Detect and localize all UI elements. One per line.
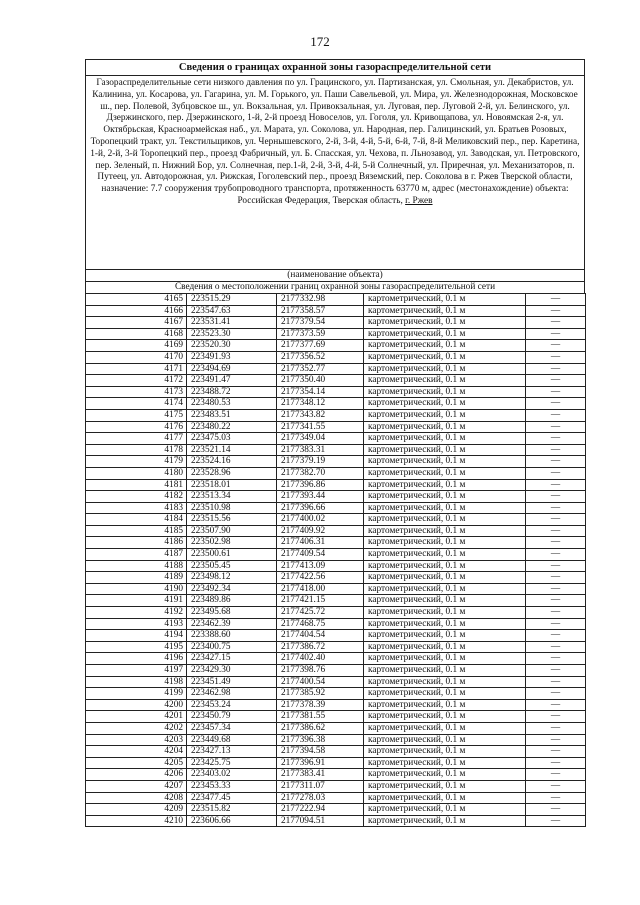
y-coordinate-cell: 2177421.15 bbox=[277, 595, 364, 607]
point-number-cell: 4181 bbox=[86, 479, 187, 491]
point-number-cell: 4201 bbox=[86, 711, 187, 723]
y-coordinate-cell: 2177409.54 bbox=[277, 549, 364, 561]
description-cell: — bbox=[526, 688, 586, 700]
point-number-cell: 4189 bbox=[86, 572, 187, 584]
x-coordinate-cell: 223451.49 bbox=[187, 676, 277, 688]
x-coordinate-cell: 223427.13 bbox=[187, 746, 277, 758]
point-number-cell: 4180 bbox=[86, 467, 187, 479]
y-coordinate-cell: 2177343.82 bbox=[277, 409, 364, 421]
table-row bbox=[86, 409, 586, 421]
x-coordinate-cell: 223547.63 bbox=[187, 305, 277, 317]
description-cell: — bbox=[526, 386, 586, 398]
x-coordinate-cell: 223453.24 bbox=[187, 699, 277, 711]
description-cell: — bbox=[526, 433, 586, 445]
y-coordinate-cell: 2177418.00 bbox=[277, 583, 364, 595]
y-coordinate-cell: 2177378.39 bbox=[277, 699, 364, 711]
table-row bbox=[86, 618, 586, 630]
point-number-cell: 4208 bbox=[86, 792, 187, 804]
description-cell: — bbox=[526, 467, 586, 479]
point-number-cell: 4192 bbox=[86, 607, 187, 619]
method-accuracy-cell: картометрический, 0.1 м bbox=[364, 699, 526, 711]
y-coordinate-cell: 2177385.92 bbox=[277, 688, 364, 700]
description-cell: — bbox=[526, 757, 586, 769]
x-coordinate-cell: 223492.34 bbox=[187, 583, 277, 595]
method-accuracy-cell: картометрический, 0.1 м bbox=[364, 804, 526, 816]
x-coordinate-cell: 223500.61 bbox=[187, 549, 277, 561]
table-row bbox=[86, 780, 586, 792]
point-number-cell: 4195 bbox=[86, 641, 187, 653]
y-coordinate-cell: 2177352.77 bbox=[277, 363, 364, 375]
y-coordinate-cell: 2177386.62 bbox=[277, 722, 364, 734]
x-coordinate-cell: 223531.41 bbox=[187, 317, 277, 329]
table-row bbox=[86, 688, 586, 700]
method-accuracy-cell: картометрический, 0.1 м bbox=[364, 479, 526, 491]
method-accuracy-cell: картометрический, 0.1 м bbox=[364, 351, 526, 363]
table-row bbox=[86, 351, 586, 363]
x-coordinate-cell: 223488.72 bbox=[187, 386, 277, 398]
point-number-cell: 4187 bbox=[86, 549, 187, 561]
method-accuracy-cell: картометрический, 0.1 м bbox=[364, 386, 526, 398]
description-cell: — bbox=[526, 456, 586, 468]
method-accuracy-cell: картометрический, 0.1 м bbox=[364, 537, 526, 549]
point-number-cell: 4186 bbox=[86, 537, 187, 549]
x-coordinate-cell: 223450.79 bbox=[187, 711, 277, 723]
description-cell: — bbox=[526, 537, 586, 549]
y-coordinate-cell: 2177406.31 bbox=[277, 537, 364, 549]
x-coordinate-cell: 223491.93 bbox=[187, 351, 277, 363]
x-coordinate-cell: 223449.68 bbox=[187, 734, 277, 746]
description-cell: — bbox=[526, 549, 586, 561]
method-accuracy-cell: картометрический, 0.1 м bbox=[364, 618, 526, 630]
method-accuracy-cell: картометрический, 0.1 м bbox=[364, 294, 526, 306]
description-cell: — bbox=[526, 294, 586, 306]
point-number-cell: 4167 bbox=[86, 317, 187, 329]
y-coordinate-cell: 2177377.69 bbox=[277, 340, 364, 352]
point-number-cell: 4182 bbox=[86, 491, 187, 503]
table-row bbox=[86, 792, 586, 804]
description-cell: — bbox=[526, 641, 586, 653]
x-coordinate-cell: 223507.90 bbox=[187, 525, 277, 537]
method-accuracy-cell: картометрический, 0.1 м bbox=[364, 444, 526, 456]
method-accuracy-cell: картометрический, 0.1 м bbox=[364, 375, 526, 387]
description-cell: — bbox=[526, 583, 586, 595]
x-coordinate-cell: 223457.34 bbox=[187, 722, 277, 734]
y-coordinate-cell: 2177222.94 bbox=[277, 804, 364, 816]
method-accuracy-cell: картометрический, 0.1 м bbox=[364, 722, 526, 734]
y-coordinate-cell: 2177425.72 bbox=[277, 607, 364, 619]
y-coordinate-cell: 2177404.54 bbox=[277, 630, 364, 642]
y-coordinate-cell: 2177400.02 bbox=[277, 514, 364, 526]
table-row bbox=[86, 502, 586, 514]
table-row bbox=[86, 537, 586, 549]
table-row bbox=[86, 456, 586, 468]
table-row bbox=[86, 525, 586, 537]
description-cell: — bbox=[526, 375, 586, 387]
table-row bbox=[86, 549, 586, 561]
description-cell: — bbox=[526, 722, 586, 734]
method-accuracy-cell: картометрический, 0.1 м bbox=[364, 688, 526, 700]
point-number-cell: 4176 bbox=[86, 421, 187, 433]
description-cell: — bbox=[526, 595, 586, 607]
method-accuracy-cell: картометрический, 0.1 м bbox=[364, 792, 526, 804]
y-coordinate-cell: 2177393.44 bbox=[277, 491, 364, 503]
object-description-tail: г. Ржев bbox=[405, 195, 433, 206]
description-cell: — bbox=[526, 479, 586, 491]
method-accuracy-cell: картометрический, 0.1 м bbox=[364, 502, 526, 514]
method-accuracy-cell: картометрический, 0.1 м bbox=[364, 305, 526, 317]
point-number-cell: 4206 bbox=[86, 769, 187, 781]
x-coordinate-cell: 223480.53 bbox=[187, 398, 277, 410]
x-coordinate-cell: 223489.86 bbox=[187, 595, 277, 607]
y-coordinate-cell: 2177468.75 bbox=[277, 618, 364, 630]
y-coordinate-cell: 2177311.07 bbox=[277, 780, 364, 792]
y-coordinate-cell: 2177356.52 bbox=[277, 351, 364, 363]
table-row bbox=[86, 804, 586, 816]
x-coordinate-cell: 223518.01 bbox=[187, 479, 277, 491]
method-accuracy-cell: картометрический, 0.1 м bbox=[364, 572, 526, 584]
method-accuracy-cell: картометрический, 0.1 м bbox=[364, 734, 526, 746]
x-coordinate-cell: 223480.22 bbox=[187, 421, 277, 433]
table-row bbox=[86, 491, 586, 503]
table-row bbox=[86, 328, 586, 340]
method-accuracy-cell: картометрический, 0.1 м bbox=[364, 514, 526, 526]
method-accuracy-cell: картометрический, 0.1 м bbox=[364, 409, 526, 421]
description-cell: — bbox=[526, 699, 586, 711]
table-row bbox=[86, 317, 586, 329]
document-table bbox=[85, 59, 585, 827]
method-accuracy-cell: картометрический, 0.1 м bbox=[364, 363, 526, 375]
x-coordinate-cell: 223425.75 bbox=[187, 757, 277, 769]
object-description bbox=[85, 75, 585, 269]
section-heading: Сведения о местоположении границ охранной зоны газораспределительной сети bbox=[85, 281, 585, 293]
method-accuracy-cell: картометрический, 0.1 м bbox=[364, 491, 526, 503]
table-row bbox=[86, 479, 586, 491]
x-coordinate-cell: 223403.02 bbox=[187, 769, 277, 781]
y-coordinate-cell: 2177379.54 bbox=[277, 317, 364, 329]
point-number-cell: 4197 bbox=[86, 665, 187, 677]
y-coordinate-cell: 2177373.59 bbox=[277, 328, 364, 340]
x-coordinate-cell: 223429.30 bbox=[187, 665, 277, 677]
x-coordinate-cell: 223510.98 bbox=[187, 502, 277, 514]
x-coordinate-cell: 223515.82 bbox=[187, 804, 277, 816]
description-cell: — bbox=[526, 711, 586, 723]
table-row bbox=[86, 757, 586, 769]
point-number-cell: 4179 bbox=[86, 456, 187, 468]
description-cell: — bbox=[526, 491, 586, 503]
table-row bbox=[86, 676, 586, 688]
description-cell: — bbox=[526, 409, 586, 421]
y-coordinate-cell: 2177400.54 bbox=[277, 676, 364, 688]
y-coordinate-cell: 2177383.31 bbox=[277, 444, 364, 456]
x-coordinate-cell: 223515.56 bbox=[187, 514, 277, 526]
table-row bbox=[86, 734, 586, 746]
point-number-cell: 4175 bbox=[86, 409, 187, 421]
description-cell: — bbox=[526, 560, 586, 572]
description-cell: — bbox=[526, 328, 586, 340]
table-row bbox=[86, 583, 586, 595]
x-coordinate-cell: 223400.75 bbox=[187, 641, 277, 653]
table-row bbox=[86, 769, 586, 781]
point-number-cell: 4191 bbox=[86, 595, 187, 607]
y-coordinate-cell: 2177332.98 bbox=[277, 294, 364, 306]
description-cell: — bbox=[526, 734, 586, 746]
y-coordinate-cell: 2177094.51 bbox=[277, 815, 364, 827]
method-accuracy-cell: картометрический, 0.1 м bbox=[364, 630, 526, 642]
description-cell: — bbox=[526, 815, 586, 827]
description-cell: — bbox=[526, 421, 586, 433]
method-accuracy-cell: картометрический, 0.1 м bbox=[364, 328, 526, 340]
method-accuracy-cell: картометрический, 0.1 м bbox=[364, 595, 526, 607]
description-cell: — bbox=[526, 363, 586, 375]
point-number-cell: 4196 bbox=[86, 653, 187, 665]
description-cell: — bbox=[526, 792, 586, 804]
x-coordinate-cell: 223494.69 bbox=[187, 363, 277, 375]
description-cell: — bbox=[526, 780, 586, 792]
table-row bbox=[86, 467, 586, 479]
x-coordinate-cell: 223606.66 bbox=[187, 815, 277, 827]
y-coordinate-cell: 2177278.03 bbox=[277, 792, 364, 804]
point-number-cell: 4188 bbox=[86, 560, 187, 572]
point-number-cell: 4178 bbox=[86, 444, 187, 456]
method-accuracy-cell: картометрический, 0.1 м bbox=[364, 583, 526, 595]
description-cell: — bbox=[526, 630, 586, 642]
point-number-cell: 4204 bbox=[86, 746, 187, 758]
method-accuracy-cell: картометрический, 0.1 м bbox=[364, 549, 526, 561]
x-coordinate-cell: 223502.98 bbox=[187, 537, 277, 549]
description-cell: — bbox=[526, 653, 586, 665]
table-row bbox=[86, 398, 586, 410]
x-coordinate-cell: 223520.30 bbox=[187, 340, 277, 352]
method-accuracy-cell: картометрический, 0.1 м bbox=[364, 757, 526, 769]
point-number-cell: 4198 bbox=[86, 676, 187, 688]
coordinates-table bbox=[85, 293, 586, 827]
table-row bbox=[86, 305, 586, 317]
method-accuracy-cell: картометрический, 0.1 м bbox=[364, 398, 526, 410]
y-coordinate-cell: 2177381.55 bbox=[277, 711, 364, 723]
description-cell: — bbox=[526, 769, 586, 781]
object-name-caption: (наименование объекта) bbox=[85, 269, 585, 281]
y-coordinate-cell: 2177409.92 bbox=[277, 525, 364, 537]
table-row bbox=[86, 375, 586, 387]
x-coordinate-cell: 223521.14 bbox=[187, 444, 277, 456]
point-number-cell: 4165 bbox=[86, 294, 187, 306]
x-coordinate-cell: 223528.96 bbox=[187, 467, 277, 479]
point-number-cell: 4190 bbox=[86, 583, 187, 595]
method-accuracy-cell: картометрический, 0.1 м bbox=[364, 676, 526, 688]
description-cell: — bbox=[526, 572, 586, 584]
method-accuracy-cell: картометрический, 0.1 м bbox=[364, 711, 526, 723]
y-coordinate-cell: 2177354.14 bbox=[277, 386, 364, 398]
method-accuracy-cell: картометрический, 0.1 м bbox=[364, 746, 526, 758]
table-row bbox=[86, 294, 586, 306]
y-coordinate-cell: 2177350.40 bbox=[277, 375, 364, 387]
table-row bbox=[86, 607, 586, 619]
x-coordinate-cell: 223513.34 bbox=[187, 491, 277, 503]
y-coordinate-cell: 2177382.70 bbox=[277, 467, 364, 479]
description-cell: — bbox=[526, 317, 586, 329]
x-coordinate-cell: 223388.60 bbox=[187, 630, 277, 642]
description-cell: — bbox=[526, 305, 586, 317]
point-number-cell: 4207 bbox=[86, 780, 187, 792]
point-number-cell: 4172 bbox=[86, 375, 187, 387]
method-accuracy-cell: картометрический, 0.1 м bbox=[364, 560, 526, 572]
y-coordinate-cell: 2177396.38 bbox=[277, 734, 364, 746]
method-accuracy-cell: картометрический, 0.1 м bbox=[364, 665, 526, 677]
table-row bbox=[86, 560, 586, 572]
method-accuracy-cell: картометрический, 0.1 м bbox=[364, 641, 526, 653]
point-number-cell: 4200 bbox=[86, 699, 187, 711]
coordinates-body bbox=[86, 294, 586, 827]
point-number-cell: 4170 bbox=[86, 351, 187, 363]
x-coordinate-cell: 223475.03 bbox=[187, 433, 277, 445]
point-number-cell: 4203 bbox=[86, 734, 187, 746]
y-coordinate-cell: 2177394.58 bbox=[277, 746, 364, 758]
description-cell: — bbox=[526, 340, 586, 352]
point-number-cell: 4185 bbox=[86, 525, 187, 537]
y-coordinate-cell: 2177348.12 bbox=[277, 398, 364, 410]
point-number-cell: 4209 bbox=[86, 804, 187, 816]
table-row bbox=[86, 665, 586, 677]
x-coordinate-cell: 223462.98 bbox=[187, 688, 277, 700]
method-accuracy-cell: картометрический, 0.1 м bbox=[364, 433, 526, 445]
x-coordinate-cell: 223477.45 bbox=[187, 792, 277, 804]
x-coordinate-cell: 223491.47 bbox=[187, 375, 277, 387]
point-number-cell: 4177 bbox=[86, 433, 187, 445]
y-coordinate-cell: 2177349.04 bbox=[277, 433, 364, 445]
y-coordinate-cell: 2177383.41 bbox=[277, 769, 364, 781]
description-cell: — bbox=[526, 676, 586, 688]
table-row bbox=[86, 746, 586, 758]
method-accuracy-cell: картометрический, 0.1 м bbox=[364, 340, 526, 352]
y-coordinate-cell: 2177358.57 bbox=[277, 305, 364, 317]
point-number-cell: 4194 bbox=[86, 630, 187, 642]
table-row bbox=[86, 595, 586, 607]
table-row bbox=[86, 433, 586, 445]
y-coordinate-cell: 2177398.76 bbox=[277, 665, 364, 677]
table-heading: Сведения о границах охранной зоны газораспределительной сети bbox=[85, 59, 585, 75]
object-description-text: Газораспределительные сети низкого давления по ул. Грацинского, ул. Партизанская, ул. Смольная, ул. Декабристов, ул. Калинина, ул. Косарова, ул. Гагарина, ул. М. Горького, ул. Паши Савельевой, ул. Мира, ул. Железнодорожная, Московское ш., пер. Полевой, Зубцовское ш., ул. Вокзальная, ул. Привокзальная, ул. Луговая, пер. Луговой 2-й, ул. Белинского, ул. Дзержинского, пер. Дзержинского, 1-й, 2-й проезд Новоселов, ул. Гоголя, ул. Кривощапова, ул. Новоямская 2-я, ул. Октябрьская, Красноармейская наб., ул. Марата, ул. Соколова, ул. Народная, пер. Галицинский, ул. Братьев Розовых, Торопецкий тракт, ул. Текстильщиков, ул. Чернышевского, 2-й, 3-й, 4-й, 5-й, 6-й, 7-й, 8-й Меликовский пер., пер. Каретина, 1-й, 2-й, 3-й Торопецкий пер., проезд Фабричный, ул. Б. Спасская, ул. Чехова, п. Льнозавод, ул. Заводская, ул. Петровского, пер. Зеленый, п. Нижний Бор, ул. Солнечная, пер.1-й, 2-й, 3-й, 4-й, 5-й Солнечный, ул. Приречная, ул. Механизаторов, п. Путеец, ул. Автодорожная, ул. Рижская, Гоголевский пер., проезд Вяземский, пер. Соколова в г. Ржев Тверской области, назначение: 7.7 сооружения трубопроводного транспорта, протяженность 63770 м, адрес (местонахождение) объекта: Российская Федерация, Тверская область, bbox=[90, 78, 580, 206]
method-accuracy-cell: картометрический, 0.1 м bbox=[364, 421, 526, 433]
y-coordinate-cell: 2177402.40 bbox=[277, 653, 364, 665]
table-row bbox=[86, 641, 586, 653]
x-coordinate-cell: 223505.45 bbox=[187, 560, 277, 572]
x-coordinate-cell: 223498.12 bbox=[187, 572, 277, 584]
method-accuracy-cell: картометрический, 0.1 м bbox=[364, 467, 526, 479]
description-cell: — bbox=[526, 746, 586, 758]
table-row bbox=[86, 722, 586, 734]
table-row bbox=[86, 699, 586, 711]
table-row bbox=[86, 363, 586, 375]
method-accuracy-cell: картометрический, 0.1 м bbox=[364, 607, 526, 619]
point-number-cell: 4199 bbox=[86, 688, 187, 700]
y-coordinate-cell: 2177413.09 bbox=[277, 560, 364, 572]
point-number-cell: 4193 bbox=[86, 618, 187, 630]
y-coordinate-cell: 2177341.55 bbox=[277, 421, 364, 433]
description-cell: — bbox=[526, 804, 586, 816]
x-coordinate-cell: 223523.30 bbox=[187, 328, 277, 340]
method-accuracy-cell: картометрический, 0.1 м bbox=[364, 525, 526, 537]
method-accuracy-cell: картометрический, 0.1 м bbox=[364, 653, 526, 665]
method-accuracy-cell: картометрический, 0.1 м bbox=[364, 815, 526, 827]
point-number-cell: 4205 bbox=[86, 757, 187, 769]
x-coordinate-cell: 223515.29 bbox=[187, 294, 277, 306]
x-coordinate-cell: 223495.68 bbox=[187, 607, 277, 619]
y-coordinate-cell: 2177379.19 bbox=[277, 456, 364, 468]
table-row bbox=[86, 421, 586, 433]
point-number-cell: 4202 bbox=[86, 722, 187, 734]
method-accuracy-cell: картометрический, 0.1 м bbox=[364, 317, 526, 329]
point-number-cell: 4174 bbox=[86, 398, 187, 410]
table-row bbox=[86, 711, 586, 723]
table-row bbox=[86, 572, 586, 584]
description-cell: — bbox=[526, 618, 586, 630]
x-coordinate-cell: 223427.15 bbox=[187, 653, 277, 665]
point-number-cell: 4173 bbox=[86, 386, 187, 398]
description-cell: — bbox=[526, 665, 586, 677]
x-coordinate-cell: 223462.39 bbox=[187, 618, 277, 630]
point-number-cell: 4166 bbox=[86, 305, 187, 317]
table-row bbox=[86, 630, 586, 642]
method-accuracy-cell: картометрический, 0.1 м bbox=[364, 456, 526, 468]
point-number-cell: 4169 bbox=[86, 340, 187, 352]
point-number-cell: 4184 bbox=[86, 514, 187, 526]
point-number-cell: 4171 bbox=[86, 363, 187, 375]
method-accuracy-cell: картометрический, 0.1 м bbox=[364, 769, 526, 781]
description-cell: — bbox=[526, 398, 586, 410]
page-number: 172 bbox=[310, 34, 330, 49]
description-cell: — bbox=[526, 607, 586, 619]
description-cell: — bbox=[526, 514, 586, 526]
description-cell: — bbox=[526, 351, 586, 363]
point-number-cell: 4210 bbox=[86, 815, 187, 827]
point-number-cell: 4168 bbox=[86, 328, 187, 340]
point-number-cell: 4183 bbox=[86, 502, 187, 514]
description-cell: — bbox=[526, 444, 586, 456]
table-row bbox=[86, 653, 586, 665]
method-accuracy-cell: картометрический, 0.1 м bbox=[364, 780, 526, 792]
y-coordinate-cell: 2177386.72 bbox=[277, 641, 364, 653]
table-row bbox=[86, 386, 586, 398]
y-coordinate-cell: 2177396.66 bbox=[277, 502, 364, 514]
y-coordinate-cell: 2177396.91 bbox=[277, 757, 364, 769]
x-coordinate-cell: 223453.33 bbox=[187, 780, 277, 792]
y-coordinate-cell: 2177396.86 bbox=[277, 479, 364, 491]
x-coordinate-cell: 223524.16 bbox=[187, 456, 277, 468]
description-cell: — bbox=[526, 525, 586, 537]
table-row bbox=[86, 815, 586, 827]
description-cell: — bbox=[526, 502, 586, 514]
x-coordinate-cell: 223483.51 bbox=[187, 409, 277, 421]
table-row bbox=[86, 340, 586, 352]
table-row bbox=[86, 444, 586, 456]
table-row bbox=[86, 514, 586, 526]
y-coordinate-cell: 2177422.56 bbox=[277, 572, 364, 584]
